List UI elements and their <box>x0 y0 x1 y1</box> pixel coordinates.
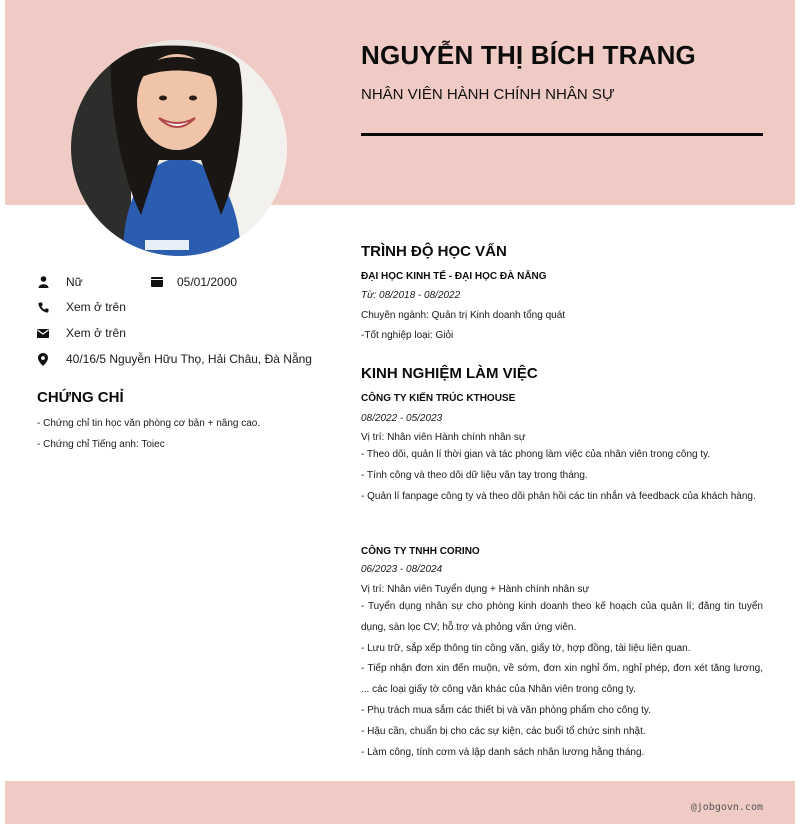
job-duty: - Phụ trách mua sắm các thiết bị và văn phòng phẩm cho công ty. <box>361 704 651 716</box>
address-value: 40/16/5 Nguyễn Hữu Thọ, Hải Châu, Đà Nẵng <box>66 352 312 366</box>
certificates-heading: CHỨNG CHỈ <box>37 389 124 406</box>
experience-heading: KINH NGHIỆM LÀM VIỆC <box>361 365 538 382</box>
location-icon <box>37 353 49 365</box>
profile-photo <box>71 40 287 256</box>
footer-band <box>5 781 795 824</box>
birthday-value: 05/01/2000 <box>177 275 238 289</box>
job-duty: - Làm công, tính cơm và lập danh sách nhân lương hằng tháng. <box>361 746 645 758</box>
job-duty: - Theo dõi, quản lí thời gian và tác phong làm việc của nhân viên trong công ty. <box>361 449 711 460</box>
phone-row <box>37 298 126 316</box>
education-block <box>361 271 763 342</box>
job-period: 06/2023 - 08/2024 <box>361 564 443 575</box>
job-duty: - Lưu trữ, sắp xếp thông tin công văn, giấy tờ, hợp đồng, tài liệu liên quan. <box>361 642 691 654</box>
phone-value: Xem ở trên <box>66 300 126 314</box>
job-duty: - Quản lí fanpage công ty và theo dõi phản hồi các tin nhắn và feedback của khách hàng. <box>361 490 756 502</box>
job-duty: - Hậu cần, chuẩn bị cho các sự kiện, các buổi tổ chức sinh nhật. <box>361 725 646 737</box>
profile-photo-illustration <box>71 40 287 256</box>
job-entry <box>361 546 763 763</box>
education-major: Chuyên ngành: Quản trị Kinh doanh tổng quát <box>361 310 566 321</box>
certificate-item: - Chứng chỉ Tiếng anh: Toiec <box>37 439 165 450</box>
email-row <box>37 324 126 342</box>
address-row <box>37 350 312 368</box>
job-company: CÔNG TY TNHH CORINO <box>361 546 480 557</box>
job-duty: - Tiếp nhận đơn xin đến muộn, về sớm, đơn xin nghỉ ốm, nghỉ phép, đơn xét tăng lương, ... các loại giấy tờ công văn khác của Nhân viên trong công ty. <box>361 663 763 696</box>
job-position: Vị trí: Nhân viên Tuyển dụng + Hành chính nhân sự <box>361 584 590 595</box>
person-icon <box>37 276 49 288</box>
education-grade: -Tốt nghiệp loại: Giỏi <box>361 330 454 341</box>
candidate-name: NGUYỄN THỊ BÍCH TRANG <box>361 40 696 70</box>
education-school: ĐẠI HỌC KINH TẾ - ĐẠI HỌC ĐÀ NẴNG <box>361 271 547 282</box>
birthday-row <box>151 273 237 291</box>
gender-row <box>37 273 83 291</box>
job-duty: - Tính công và theo dõi dữ liệu vân tay trong tháng. <box>361 469 588 481</box>
phone-icon <box>37 301 49 313</box>
mail-icon <box>37 327 49 339</box>
education-period: Từ: 08/2018 - 08/2022 <box>361 290 461 301</box>
candidate-job-title: NHÂN VIÊN HÀNH CHÍNH NHÂN SỰ <box>361 86 615 103</box>
title-divider <box>361 133 763 136</box>
certificate-item: - Chứng chỉ tin học văn phòng cơ bản + nâng cao. <box>37 418 261 429</box>
job-company: CÔNG TY KIẾN TRÚC KTHOUSE <box>361 393 516 404</box>
job-period: 08/2022 - 05/2023 <box>361 413 443 424</box>
footer-watermark[interactable]: @jobgovn.com <box>690 802 763 813</box>
job-entry <box>361 393 763 507</box>
job-duty: - Tuyển dụng nhân sự cho phòng kinh doanh theo kế hoạch của quản lí; đăng tin tuyển dụng, sàn lọc CV; hỗ trợ và phỏng vấn ứng viên. <box>361 601 763 633</box>
calendar-icon <box>151 276 163 288</box>
education-heading: TRÌNH ĐỘ HỌC VẤN <box>361 243 507 260</box>
gender-value: Nữ <box>66 275 83 289</box>
job-position: Vị trí: Nhân viên Hành chính nhân sự <box>361 432 526 443</box>
email-value: Xem ở trên <box>66 326 126 340</box>
